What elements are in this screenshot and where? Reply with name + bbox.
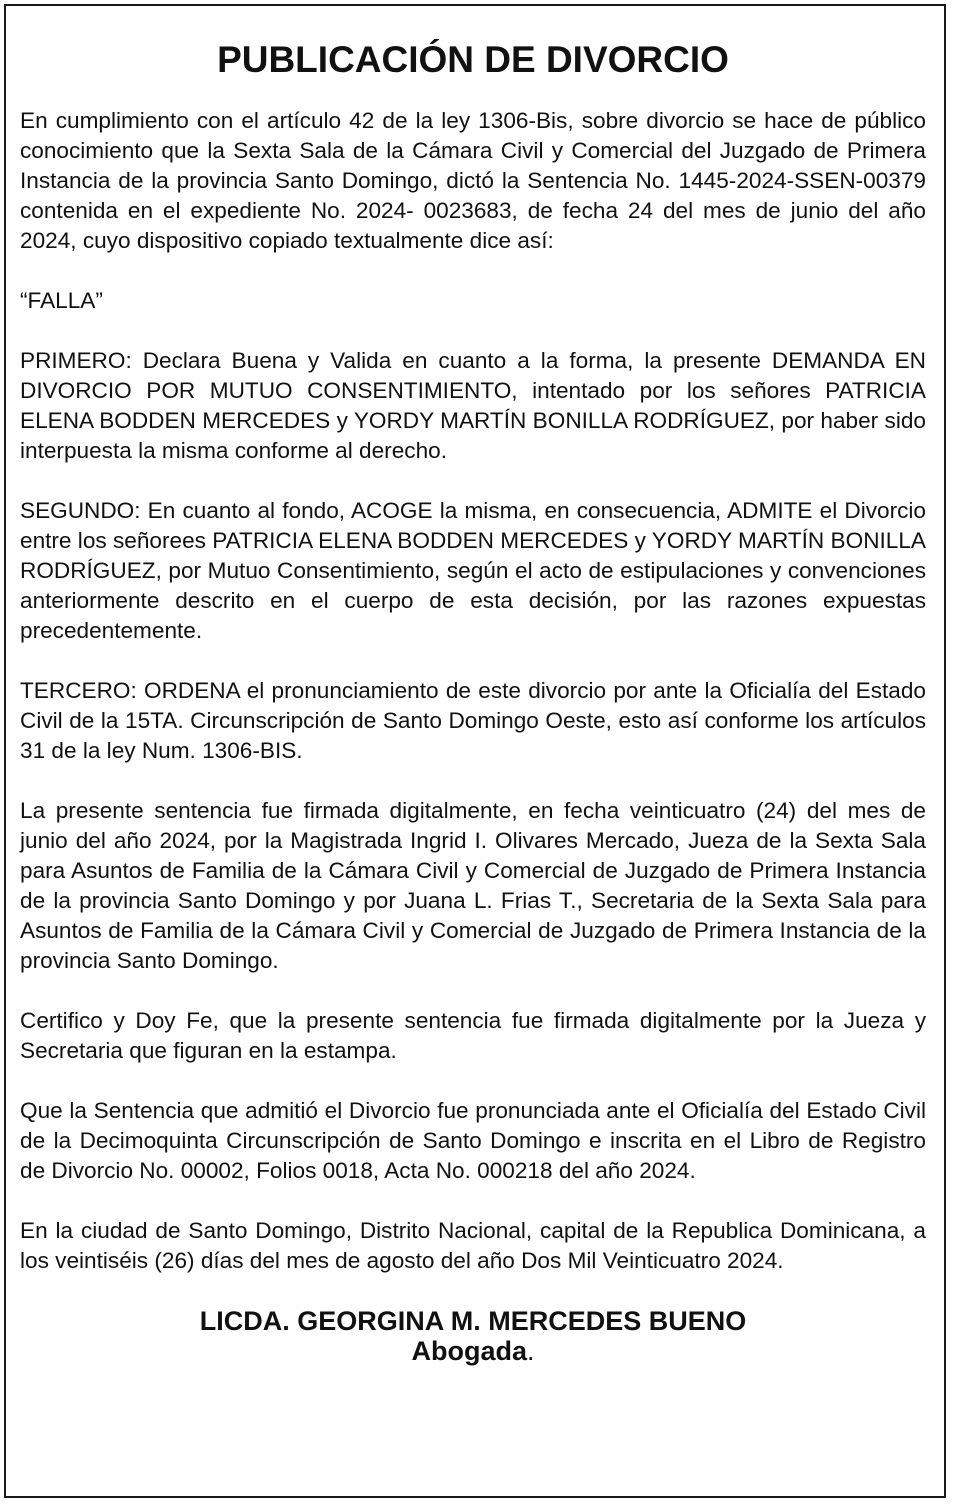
paragraph-falla: “FALLA” — [20, 288, 103, 313]
signature-name: LICDA. GEORGINA M. MERCEDES BUENO — [199, 1306, 747, 1336]
paragraph-certifico: Certifico y Doy Fe, que la presente sentencia fue firmada digitalmente por la Jueza y Secretaria que figuran en la estampa. — [20, 1008, 926, 1063]
signature-role-suffix: . — [527, 1336, 535, 1366]
paragraph-primero: PRIMERO: Declara Buena y Valida en cuanto a la forma, la presente DEMANDA EN DIVORCIO POR MUTUO CONSENTIMIENTO, intentado por los señores PATRICIA ELENA BODDEN MERCEDES y YORDY MARTÍN BONILLA RODRÍGUEZ, por haber sido interpuesta la misma conforme al derecho. — [20, 348, 926, 463]
signature-role: Abogada — [411, 1336, 527, 1366]
page-title: PUBLICACIÓN DE DIVORCIO — [217, 39, 729, 80]
paragraph-tercero: TERCERO: ORDENA el pronunciamiento de este divorcio por ante la Oficialía del Estado Civil de la 15TA. Circunscripción de Santo Domingo Oeste, esto así conforme los artículos 31 de la ley Num. 1306-BIS. — [20, 678, 926, 763]
paragraph-segundo: SEGUNDO: En cuanto al fondo, ACOGE la misma, en consecuencia, ADMITE el Divorcio entre los señorees PATRICIA ELENA BODDEN MERCEDES y YORDY MARTÍN BONILLA RODRÍGUEZ, por Mutuo Consentimiento, según el acto de estipulaciones y convenciones anteriormente descrito en el cuerpo de esta decisión, por las razones expuestas precedentemente. — [20, 498, 926, 643]
paragraph-firma-digital: La presente sentencia fue firmada digitalmente, en fecha veinticuatro (24) del mes de junio del año 2024, por la Magistrada Ingrid I. Olivares Mercado, Jueza de la Sexta Sala para Asuntos de Familia de la Cámara Civil y Comercial de Juzgado de Primera Instancia de la provincia Santo Domingo y por Juana L. Frias T., Secretaria de la Sexta Sala para Asuntos de Familia de la Cámara Civil y Comercial de Juzgado de Primera Instancia de la provincia Santo Domingo. — [20, 798, 926, 973]
paragraph-fecha-lugar: En la ciudad de Santo Domingo, Distrito Nacional, capital de la Republica Dominicana, a los veintiséis (26) días del mes de agosto del año Dos Mil Veinticuatro 2024. — [20, 1218, 926, 1273]
signature-role-line — [20, 1336, 926, 1366]
paragraph-intro: En cumplimiento con el artículo 42 de la ley 1306-Bis, sobre divorcio se hace de público conocimiento que la Sexta Sala de la Cámara Civil y Comercial del Juzgado de Primera Instancia de la provincia Santo Domingo, dictó la Sentencia No. 1445-2024-SSEN-00379 contenida en el expediente No. 2024- 0023683, de fecha 24 del mes de junio del año 2024, cuyo dispositivo copiado textualmente dice así: — [20, 108, 926, 253]
document-body — [20, 36, 926, 1366]
paragraph-registro: Que la Sentencia que admitió el Divorcio fue pronunciada ante el Oficialía del Estado Civil de la Decimoquinta Circunscripción de Santo Domingo e inscrita en el Libro de Registro de Divorcio No. 00002, Folios 0018, Acta No. 000218 del año 2024. — [20, 1098, 926, 1183]
signature-block — [20, 1306, 926, 1366]
